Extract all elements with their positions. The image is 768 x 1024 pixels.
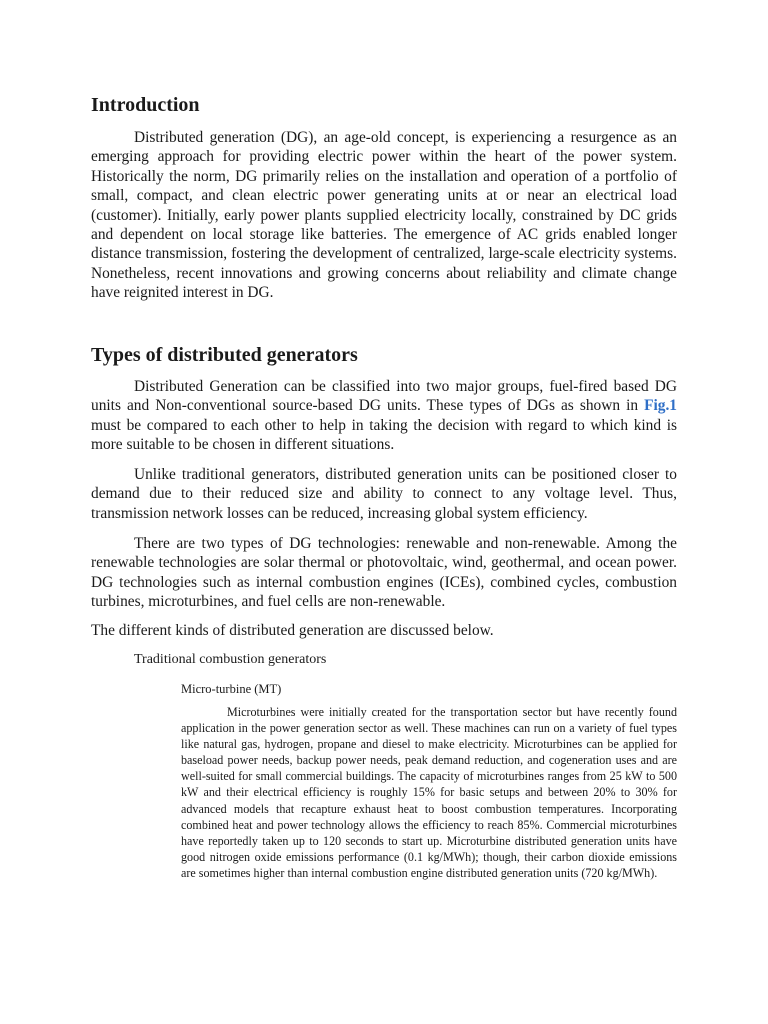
types-paragraph-2: Unlike traditional generators, distributed generation units can be positioned closer to demand due to their reduced size and ability to connect to any voltage level. Thus, transmission network losses can be reduced, increasing global system efficiency. [91,466,677,522]
types-paragraph-1-text-a: Distributed Generation can be classified into two major groups, fuel-fired based DG units and Non-conventional source-based DG units. These types of DGs as shown in [91,378,677,415]
traditional-combustion-heading: Traditional combustion generators [134,652,327,667]
types-heading: Types of distributed generators [91,344,358,366]
introduction-paragraph: Distributed generation (DG), an age-old concept, is experiencing a resurgence as an emerging approach for providing electric power within the heart of the power system. Historically the norm, DG primarily relies on the installation and operation of a portfolio of small, compact, and clean electric power generating units at or near an electrical load (customer). Initially, early power plants supplied electricity locally, constrained by DC grids and dependent on local storage like batteries. The emergence of AC grids enabled longer distance transmission, fostering the development of centralized, large-scale electricity systems. Nonetheless, recent innovations and growing concerns about reliability and climate change have reignited interest in DG. [91,129,677,302]
fig1-link[interactable]: Fig.1 [644,397,677,415]
types-paragraph-4: The different kinds of distributed generation are discussed below. [91,622,494,639]
microturbine-paragraph: Microturbines were initially created for the transportation sector but have recently found application in the power generation sector as well. These machines can run on a variety of fuel types like natural gas, hydrogen, propane and diesel to make electricity. Microturbines can be applied for baseload power needs, backup power needs, peak demand reduction, and cogeneration uses and are well-suited for small commercial buildings. The capacity of microturbines ranges from 25 kW to 500 kW and their electrical efficiency is roughly 15% for basic setups and between 20% to 30% for advanced models that recapture exhaust heat to boost combustion temperatures. Incorporating combined heat and power technology allows the efficiency to reach 85%. Commercial microturbines have reportedly taken up to 120 seconds to start up. Microturbine distributed generation units have good nitrogen oxide emissions performance (0.1 kg/MWh); though, their carbon dioxide emissions are sometimes higher than internal combustion engine distributed generation units (720 kg/MWh). [181,705,677,880]
types-paragraph-3: There are two types of DG technologies: renewable and non-renewable. Among the renewable technologies are solar thermal or photovoltaic, wind, geothermal, and ocean power. DG technologies such as internal combustion engines (ICEs), combined cycles, combustion turbines, microturbines, and fuel cells are non-renewable. [91,535,677,611]
types-paragraph-1 [91,377,677,455]
microturbine-heading: Micro-turbine (MT) [181,682,282,696]
introduction-heading: Introduction [91,94,200,116]
types-paragraph-1-text-b: must be compared to each other to help in taking the decision with regard to which kind is more suitable to be chosen in different situations. [91,416,677,454]
